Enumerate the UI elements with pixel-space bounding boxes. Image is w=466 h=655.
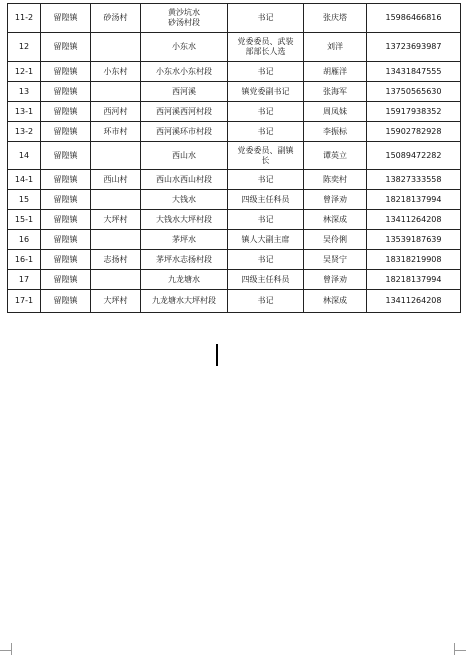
position-text: 书记 (257, 106, 274, 116)
name-text: 刘洋 (327, 42, 343, 51)
cell-row-number (8, 230, 41, 250)
cell-river-section (141, 210, 228, 230)
cell-name (304, 4, 367, 33)
cell-phone (367, 170, 461, 190)
cell-village (91, 290, 141, 313)
town-text: 留隍镇 (53, 234, 78, 244)
cell-village (91, 82, 141, 102)
table-row (8, 102, 461, 122)
table-row (8, 270, 461, 290)
cell-name (304, 190, 367, 210)
cell-position (228, 210, 304, 230)
position-text: 四级主任科员 (241, 274, 290, 284)
cell-village (91, 270, 141, 290)
phone-text: 18318219908 (385, 254, 442, 264)
cell-village (91, 170, 141, 190)
town-text: 留隍镇 (53, 254, 78, 264)
cell-phone (367, 190, 461, 210)
town-text: 留隍镇 (53, 126, 78, 136)
name-text: 陈奕村 (323, 174, 347, 184)
position-text: 书记 (257, 66, 274, 76)
table-row (8, 170, 461, 190)
cell-village (91, 4, 141, 33)
row-number-text: 13-1 (14, 106, 34, 116)
position-text: 书记 (257, 13, 274, 22)
crop-mark-left-vertical (11, 643, 12, 655)
cell-position (228, 170, 304, 190)
cell-row-number (8, 62, 41, 82)
cell-phone (367, 82, 461, 102)
name-text: 林深成 (323, 296, 347, 305)
cell-name (304, 102, 367, 122)
village-text: 环市村 (103, 126, 128, 136)
position-text: 书记 (257, 126, 274, 136)
village-text: 小东村 (103, 66, 128, 76)
cell-position (228, 62, 304, 82)
cell-row-number (8, 122, 41, 142)
town-text: 留隍镇 (53, 42, 78, 51)
cell-river-section (141, 170, 228, 190)
table-row (8, 250, 461, 270)
cell-village (91, 210, 141, 230)
cell-river-section (141, 250, 228, 270)
phone-text: 18218137994 (385, 274, 442, 284)
cell-river-section (141, 270, 228, 290)
cell-name (304, 142, 367, 170)
town-text: 留隍镇 (53, 150, 78, 160)
cell-village (91, 102, 141, 122)
cell-position (228, 4, 304, 33)
row-number-text: 14-1 (14, 174, 34, 184)
cell-row-number (8, 33, 41, 62)
river-section-text: 茅坪水 (172, 234, 196, 244)
row-number-text: 16-1 (14, 254, 34, 264)
cell-name (304, 230, 367, 250)
row-number-text: 15 (18, 194, 30, 204)
cell-river-section (141, 62, 228, 82)
cell-town (41, 290, 91, 313)
cell-town (41, 250, 91, 270)
river-section-text: 小东水 (172, 42, 196, 51)
position-text: 书记 (257, 296, 274, 305)
cell-phone (367, 142, 461, 170)
cell-town (41, 102, 91, 122)
name-text: 谭英立 (323, 150, 347, 160)
name-text: 曾泽劝 (323, 194, 347, 204)
river-section-text: 西山水西山村段 (156, 174, 212, 184)
phone-text: 13411264208 (385, 214, 442, 224)
cell-river-section (141, 82, 228, 102)
village-text: 西河村 (103, 106, 128, 116)
river-section-text: 大钱水大坪村段 (156, 214, 212, 224)
table-row (8, 142, 461, 170)
cell-position (228, 102, 304, 122)
river-section-text: 西河溪西河村段 (156, 106, 212, 116)
cell-phone (367, 33, 461, 62)
table-body (8, 4, 461, 313)
name-text: 曾泽劝 (323, 274, 347, 284)
village-text: 砂汤村 (103, 13, 128, 22)
name-text: 张海军 (323, 86, 347, 96)
cell-name (304, 170, 367, 190)
cell-row-number (8, 102, 41, 122)
cell-name (304, 270, 367, 290)
town-text: 留隍镇 (53, 296, 78, 305)
cell-town (41, 62, 91, 82)
cell-town (41, 190, 91, 210)
cell-phone (367, 250, 461, 270)
phone-text: 13827333558 (385, 174, 442, 184)
river-section-text: 西河溪环市村段 (156, 126, 212, 136)
text-cursor (216, 344, 218, 366)
table-row (8, 82, 461, 102)
cell-town (41, 210, 91, 230)
name-text: 吴伶俐 (323, 234, 347, 244)
village-text: 志扬村 (103, 254, 128, 264)
cell-row-number (8, 270, 41, 290)
cell-phone (367, 210, 461, 230)
position-text: 党委委员、副镇 长 (237, 145, 294, 165)
cell-position (228, 190, 304, 210)
row-number-text: 17-1 (14, 296, 34, 305)
cell-river-section (141, 33, 228, 62)
cell-village (91, 62, 141, 82)
crop-mark-right-vertical (454, 643, 455, 655)
table-row (8, 122, 461, 142)
cell-town (41, 230, 91, 250)
cell-town (41, 122, 91, 142)
phone-text: 13431847555 (385, 66, 442, 76)
cell-town (41, 33, 91, 62)
town-text: 留隍镇 (53, 174, 78, 184)
town-text: 留隍镇 (53, 194, 78, 204)
cell-river-section (141, 142, 228, 170)
table-row (8, 290, 461, 313)
cell-row-number (8, 82, 41, 102)
town-text: 留隍镇 (53, 86, 78, 96)
river-chief-table (7, 3, 461, 313)
name-text: 周凤妹 (323, 106, 347, 116)
cell-town (41, 170, 91, 190)
cell-phone (367, 4, 461, 33)
table-row (8, 190, 461, 210)
cell-position (228, 270, 304, 290)
phone-text: 13411264208 (385, 296, 442, 305)
row-number-text: 15-1 (14, 214, 34, 224)
cell-position (228, 33, 304, 62)
cell-phone (367, 290, 461, 313)
cell-river-section (141, 190, 228, 210)
village-text: 大坪村 (103, 296, 128, 305)
position-text: 镇人大副主席 (241, 234, 290, 244)
cell-river-section (141, 290, 228, 313)
town-text: 留隍镇 (53, 274, 78, 284)
cell-name (304, 290, 367, 313)
name-text: 胡雁洋 (323, 66, 347, 76)
table-row (8, 210, 461, 230)
cell-river-section (141, 4, 228, 33)
cell-row-number (8, 290, 41, 313)
cell-name (304, 82, 367, 102)
phone-text: 18218137994 (385, 194, 442, 204)
phone-text: 15089472282 (385, 150, 442, 160)
row-number-text: 14 (18, 150, 30, 160)
phone-text: 15902782928 (385, 126, 442, 136)
cell-row-number (8, 210, 41, 230)
crop-mark-right (454, 650, 466, 651)
cell-position (228, 82, 304, 102)
cell-position (228, 142, 304, 170)
cell-phone (367, 102, 461, 122)
name-text: 林深成 (323, 214, 347, 224)
cell-town (41, 4, 91, 33)
table-row (8, 4, 461, 33)
town-text: 留隍镇 (53, 214, 78, 224)
cell-row-number (8, 4, 41, 33)
cell-row-number (8, 170, 41, 190)
cell-row-number (8, 142, 41, 170)
row-number-text: 13 (18, 86, 30, 96)
position-text: 党委委员、武装 部部长人选 (237, 37, 294, 56)
cell-phone (367, 230, 461, 250)
cell-town (41, 270, 91, 290)
table-row (8, 230, 461, 250)
cell-name (304, 210, 367, 230)
river-section-text: 九龙塘水 (168, 274, 200, 284)
phone-text: 13723693987 (385, 42, 442, 51)
cell-phone (367, 62, 461, 82)
cell-village (91, 122, 141, 142)
town-text: 留隍镇 (53, 13, 78, 22)
cell-village (91, 190, 141, 210)
phone-text: 15986466816 (385, 13, 442, 22)
position-text: 书记 (257, 214, 274, 224)
cell-name (304, 62, 367, 82)
town-text: 留隍镇 (53, 106, 78, 116)
position-text: 书记 (257, 174, 274, 184)
position-text: 四级主任科员 (241, 194, 290, 204)
cell-river-section (141, 102, 228, 122)
phone-text: 13539187639 (385, 234, 442, 244)
row-number-text: 13-2 (14, 126, 34, 136)
river-section-text: 西山水 (172, 150, 196, 160)
phone-text: 15917938352 (385, 106, 442, 116)
cell-row-number (8, 250, 41, 270)
river-section-text: 小东水小东村段 (156, 66, 212, 76)
cell-position (228, 250, 304, 270)
cell-name (304, 122, 367, 142)
name-text: 张庆塔 (323, 13, 347, 22)
cell-river-section (141, 122, 228, 142)
cell-village (91, 142, 141, 170)
row-number-text: 17 (18, 274, 30, 284)
cell-position (228, 122, 304, 142)
position-text: 镇党委副书记 (241, 86, 290, 96)
cell-village (91, 230, 141, 250)
phone-text: 13750565630 (385, 86, 442, 96)
cell-town (41, 142, 91, 170)
river-section-text: 大钱水 (172, 194, 196, 204)
cell-row-number (8, 190, 41, 210)
town-text: 留隍镇 (53, 66, 78, 76)
row-number-text: 16 (18, 234, 30, 244)
village-text: 西山村 (103, 174, 128, 184)
cell-village (91, 250, 141, 270)
cell-town (41, 82, 91, 102)
cell-phone (367, 270, 461, 290)
table-row (8, 62, 461, 82)
river-section-text: 茅坪水志扬村段 (156, 254, 212, 264)
river-section-text: 九龙塘水大坪村段 (152, 296, 216, 305)
name-text: 吴贤宁 (323, 254, 347, 264)
cell-phone (367, 122, 461, 142)
river-section-text: 黄沙坑水 砂汤村段 (168, 8, 200, 27)
river-section-text: 西河溪 (172, 86, 196, 96)
cell-name (304, 250, 367, 270)
row-number-text: 11-2 (14, 13, 34, 22)
cell-river-section (141, 230, 228, 250)
cell-position (228, 290, 304, 313)
row-number-text: 12-1 (14, 66, 34, 76)
position-text: 书记 (257, 254, 274, 264)
name-text: 李振标 (323, 126, 347, 136)
row-number-text: 12 (18, 42, 30, 51)
cell-village (91, 33, 141, 62)
cell-name (304, 33, 367, 62)
cell-position (228, 230, 304, 250)
village-text: 大坪村 (103, 214, 128, 224)
table-row (8, 33, 461, 62)
